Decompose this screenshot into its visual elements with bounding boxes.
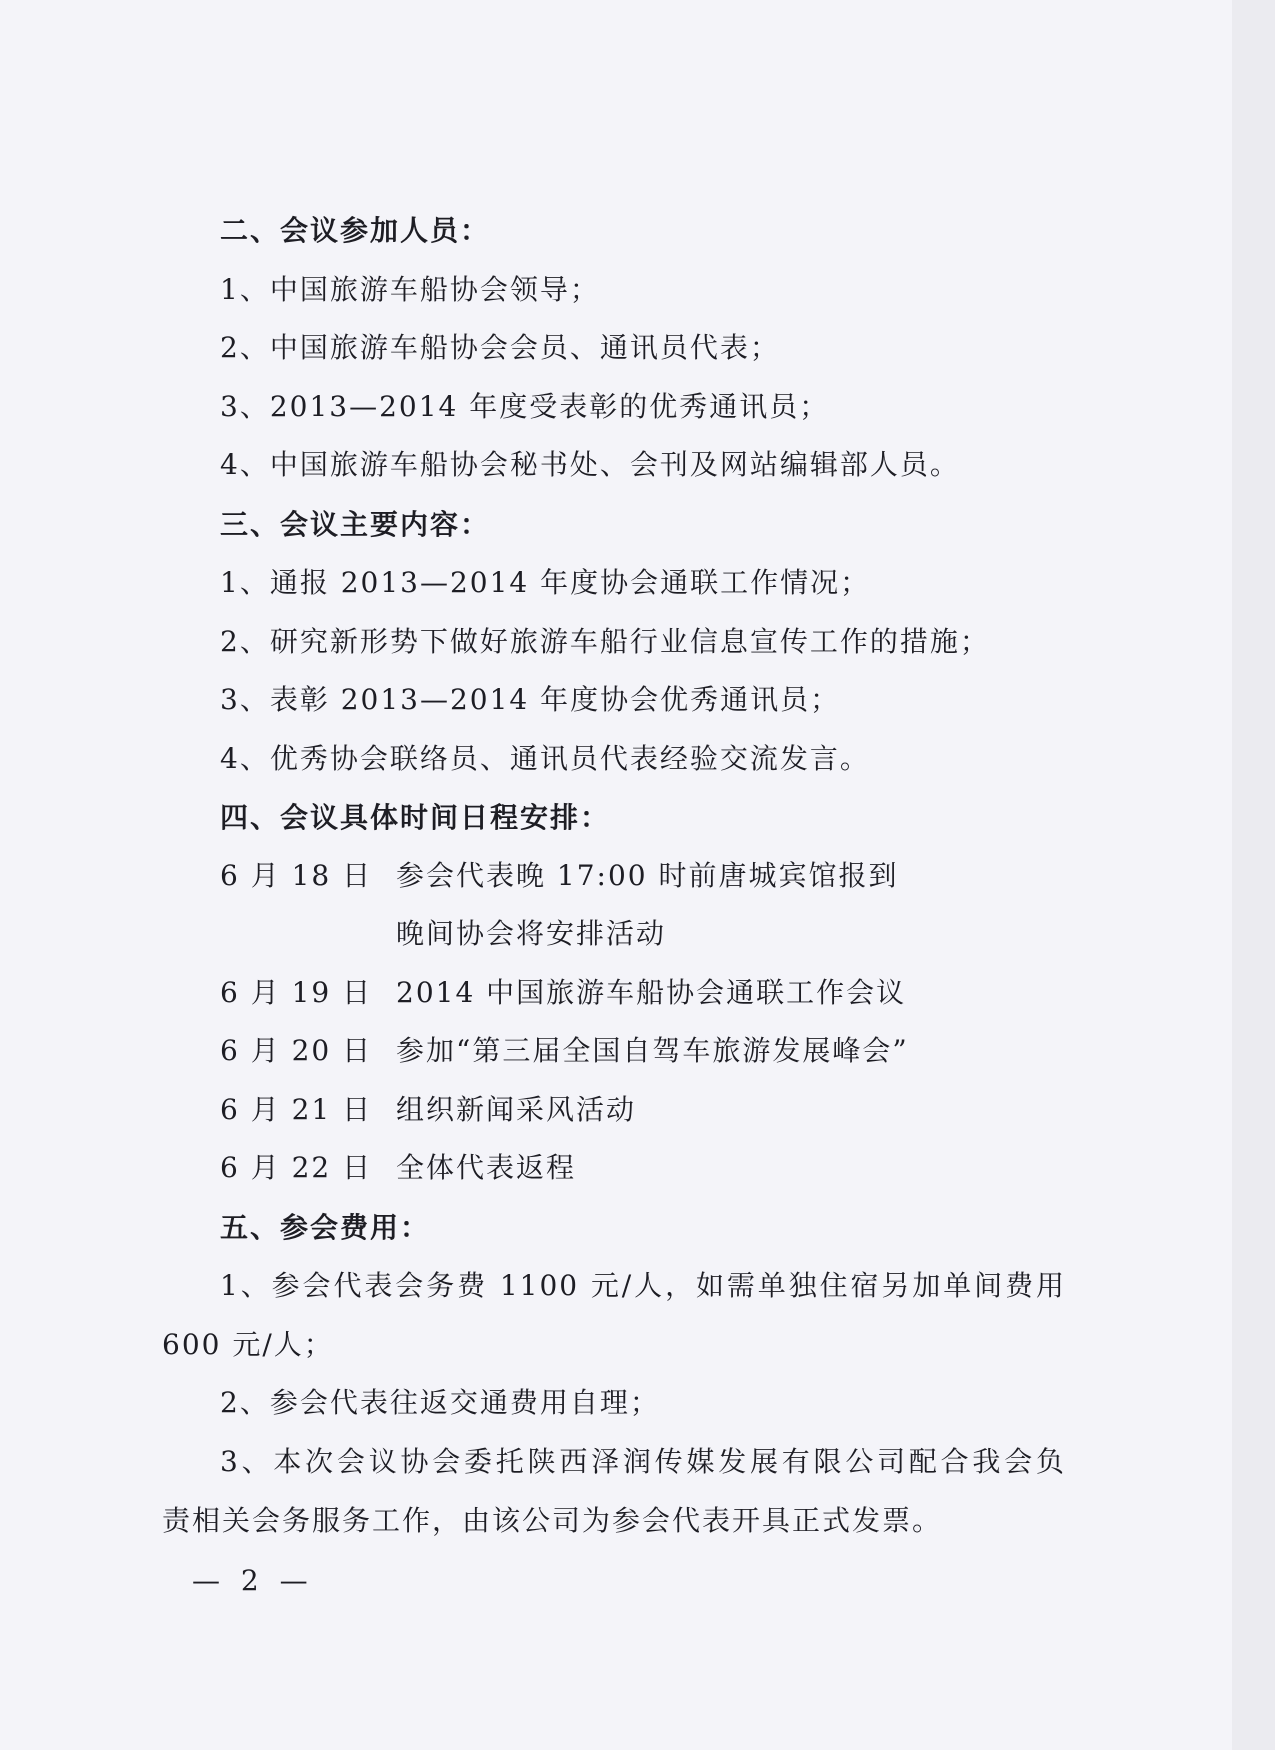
- section-heading-main-content: 三、会议主要内容：: [220, 508, 491, 541]
- content-item: 3、表彰 2013—2014 年度协会优秀通讯员；: [220, 683, 841, 716]
- schedule-event: 全体代表返程: [396, 1151, 577, 1184]
- scan-edge-strip: [1232, 0, 1275, 1750]
- section-heading-fees: 五、参会费用：: [220, 1211, 431, 1244]
- schedule-event: 2014 中国旅游车船协会通联工作会议: [396, 976, 907, 1009]
- section-heading-participants: 二、会议参加人员：: [220, 214, 491, 247]
- schedule-date: 6 月 19 日: [220, 976, 373, 1009]
- schedule-event: 组织新闻采风活动: [396, 1093, 637, 1126]
- fee-paragraph-line: 责相关会务服务工作，由该公司为参会代表开具正式发票。: [162, 1504, 943, 1537]
- schedule-date: 6 月 18 日: [220, 859, 373, 892]
- section-heading-schedule: 四、会议具体时间日程安排：: [220, 801, 611, 834]
- schedule-event: 参加“第三届全国自驾车旅游发展峰会”: [396, 1034, 909, 1067]
- fee-paragraph-line: 600 元/人；: [162, 1328, 334, 1361]
- schedule-date: 6 月 20 日: [220, 1034, 373, 1067]
- fee-paragraph-line: 2、参会代表往返交通费用自理；: [220, 1386, 660, 1419]
- content-item: 4、优秀协会联络员、通讯员代表经验交流发言。: [220, 742, 870, 775]
- fee-paragraph-line: 3、本次会议协会委托陕西泽润传媒发展有限公司配合我会负: [220, 1445, 1066, 1478]
- participant-item: 3、2013—2014 年度受表彰的优秀通讯员；: [220, 390, 830, 423]
- participant-item: 4、中国旅游车船协会秘书处、会刊及网站编辑部人员。: [220, 448, 960, 481]
- page-number: — 2 —: [192, 1564, 314, 1597]
- schedule-date: 6 月 21 日: [220, 1093, 373, 1126]
- participant-item: 2、中国旅游车船协会会员、通讯员代表；: [220, 331, 780, 364]
- fee-paragraph-line: 1、参会代表会务费 1100 元/人，如需单独住宿另加单间费用: [220, 1269, 1066, 1302]
- participant-item: 1、中国旅游车船协会领导；: [220, 273, 600, 306]
- schedule-event: 晚间协会将安排活动: [396, 917, 667, 950]
- content-item: 1、通报 2013—2014 年度协会通联工作情况；: [220, 566, 871, 599]
- schedule-event: 参会代表晚 17:00 时前唐城宾馆报到: [396, 859, 899, 892]
- content-item: 2、研究新形势下做好旅游车船行业信息宣传工作的措施；: [220, 625, 990, 658]
- schedule-date: 6 月 22 日: [220, 1151, 373, 1184]
